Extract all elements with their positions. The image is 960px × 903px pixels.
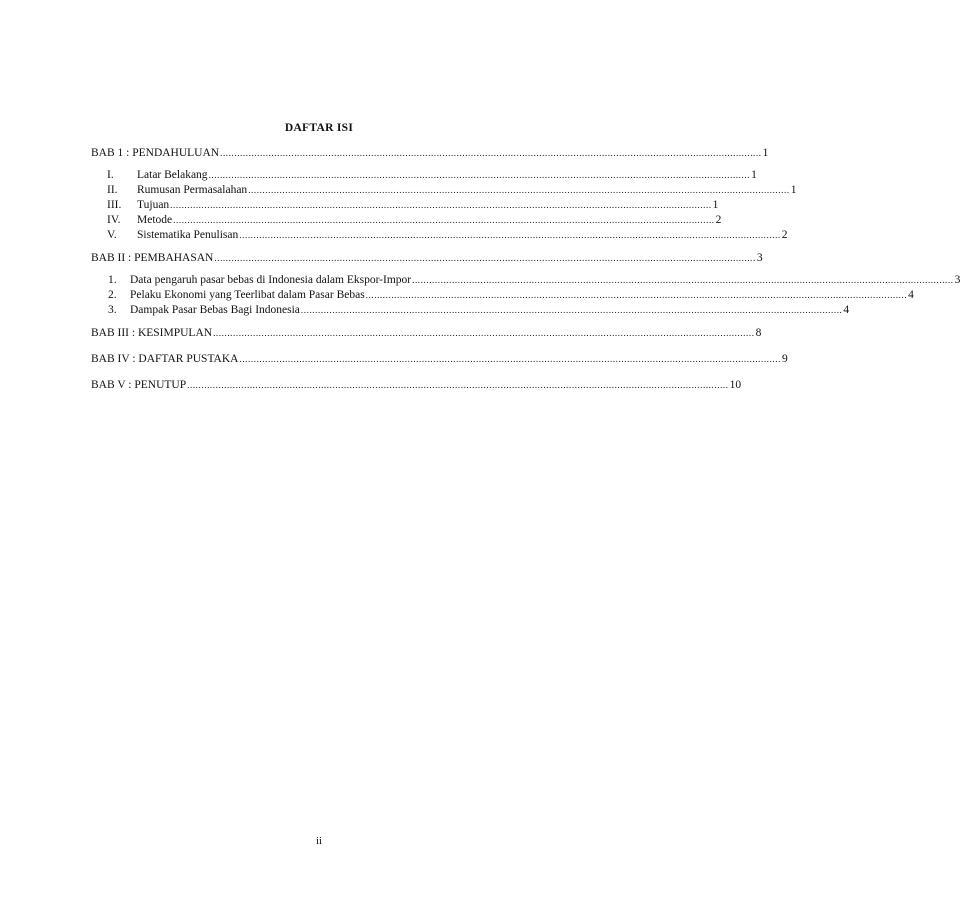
toc-subentry-page: 1 <box>790 184 797 196</box>
dot-leader: .............................................................................................................................................................................................. <box>214 253 756 263</box>
toc-subentry[interactable] <box>91 228 788 243</box>
bab-2-subsections <box>91 273 960 318</box>
dot-leader: .............................................................................................................................................................................................. <box>208 170 751 180</box>
toc-subentry[interactable] <box>91 198 719 213</box>
toc-entry-page: 1 <box>762 147 769 159</box>
dot-leader: .............................................................................................................................................................................................. <box>239 230 781 240</box>
toc-subentry-label: Rumusan Permasalahan <box>137 184 248 196</box>
toc-subentry-page: 2 <box>715 214 722 226</box>
toc-entry-page: 10 <box>729 379 742 391</box>
page-number: ii <box>315 835 323 847</box>
toc-entry-bab-2[interactable] <box>91 251 763 266</box>
page-title: DAFTAR ISI <box>284 122 354 134</box>
dot-leader: .............................................................................................................................................................................................. <box>239 354 781 364</box>
dot-leader: .............................................................................................................................................................................................. <box>187 380 729 390</box>
toc-subentry-page: 3 <box>954 274 960 286</box>
toc-subentry[interactable] <box>91 303 850 318</box>
toc-subentry-page: 4 <box>843 304 850 316</box>
toc-subentry-label: Data pengaruh pasar bebas di Indonesia dalam Ekspor-Impor <box>130 274 412 286</box>
dot-leader: .............................................................................................................................................................................................. <box>300 305 843 315</box>
dot-leader: .............................................................................................................................................................................................. <box>170 200 712 210</box>
table-of-contents <box>91 146 960 404</box>
toc-entry-bab-5[interactable] <box>91 378 742 393</box>
toc-subentry-label: Latar Belakang <box>137 169 208 181</box>
toc-subentry-page: 1 <box>712 199 719 211</box>
toc-subentry[interactable] <box>91 168 757 183</box>
toc-entry-page: 9 <box>781 353 788 365</box>
dot-leader: .............................................................................................................................................................................................. <box>220 148 762 158</box>
toc-subentry-number: 1. <box>108 274 117 286</box>
toc-subentry-number: IV. <box>107 214 121 226</box>
dot-leader: .............................................................................................................................................................................................. <box>412 275 954 285</box>
toc-subentry-label: Pelaku Ekonomi yang Teerlibat dalam Pasar Bebas <box>130 289 365 301</box>
toc-entry-page: 3 <box>756 252 763 264</box>
toc-subentry[interactable] <box>91 288 914 303</box>
toc-entry-label: BAB IV : DAFTAR PUSTAKA <box>91 353 239 365</box>
toc-subentry-label: Sistematika Penulisan <box>137 229 239 241</box>
dot-leader: .............................................................................................................................................................................................. <box>213 328 755 338</box>
toc-entry-bab-4[interactable] <box>91 352 788 367</box>
toc-entry-label: BAB III : KESIMPULAN <box>91 327 213 339</box>
toc-subentry-number: 2. <box>108 289 117 301</box>
toc-entry-page: 8 <box>755 327 762 339</box>
toc-subentry-page: 1 <box>751 169 757 181</box>
dot-leader: .............................................................................................................................................................................................. <box>365 290 908 300</box>
toc-subentry[interactable] <box>91 273 960 288</box>
toc-subentry-number: 3. <box>108 304 117 316</box>
toc-subentry-label: Tujuan <box>137 199 170 211</box>
toc-subentry-number: I. <box>107 169 114 181</box>
bab-1-subsections <box>91 168 797 243</box>
toc-subentry-label: Metode <box>137 214 173 226</box>
toc-entry-label: BAB V : PENUTUP <box>91 379 187 391</box>
dot-leader: .............................................................................................................................................................................................. <box>173 215 715 225</box>
toc-entry-label: BAB II : PEMBAHASAN <box>91 252 214 264</box>
toc-subentry-label: Dampak Pasar Bebas Bagi Indonesia <box>130 304 300 316</box>
toc-subentry-number: III. <box>107 199 122 211</box>
dot-leader: .............................................................................................................................................................................................. <box>248 185 790 195</box>
toc-subentry[interactable] <box>91 183 797 198</box>
toc-subentry-number: II. <box>107 184 118 196</box>
toc-subentry[interactable] <box>91 213 722 228</box>
toc-subentry-page: 4 <box>908 289 914 301</box>
toc-entry-bab-3[interactable] <box>91 326 762 341</box>
toc-subentry-page: 2 <box>781 229 788 241</box>
toc-entry-bab-1[interactable] <box>91 146 769 161</box>
toc-entry-label: BAB 1 : PENDAHULUAN <box>91 147 220 159</box>
toc-subentry-number: V. <box>107 229 117 241</box>
